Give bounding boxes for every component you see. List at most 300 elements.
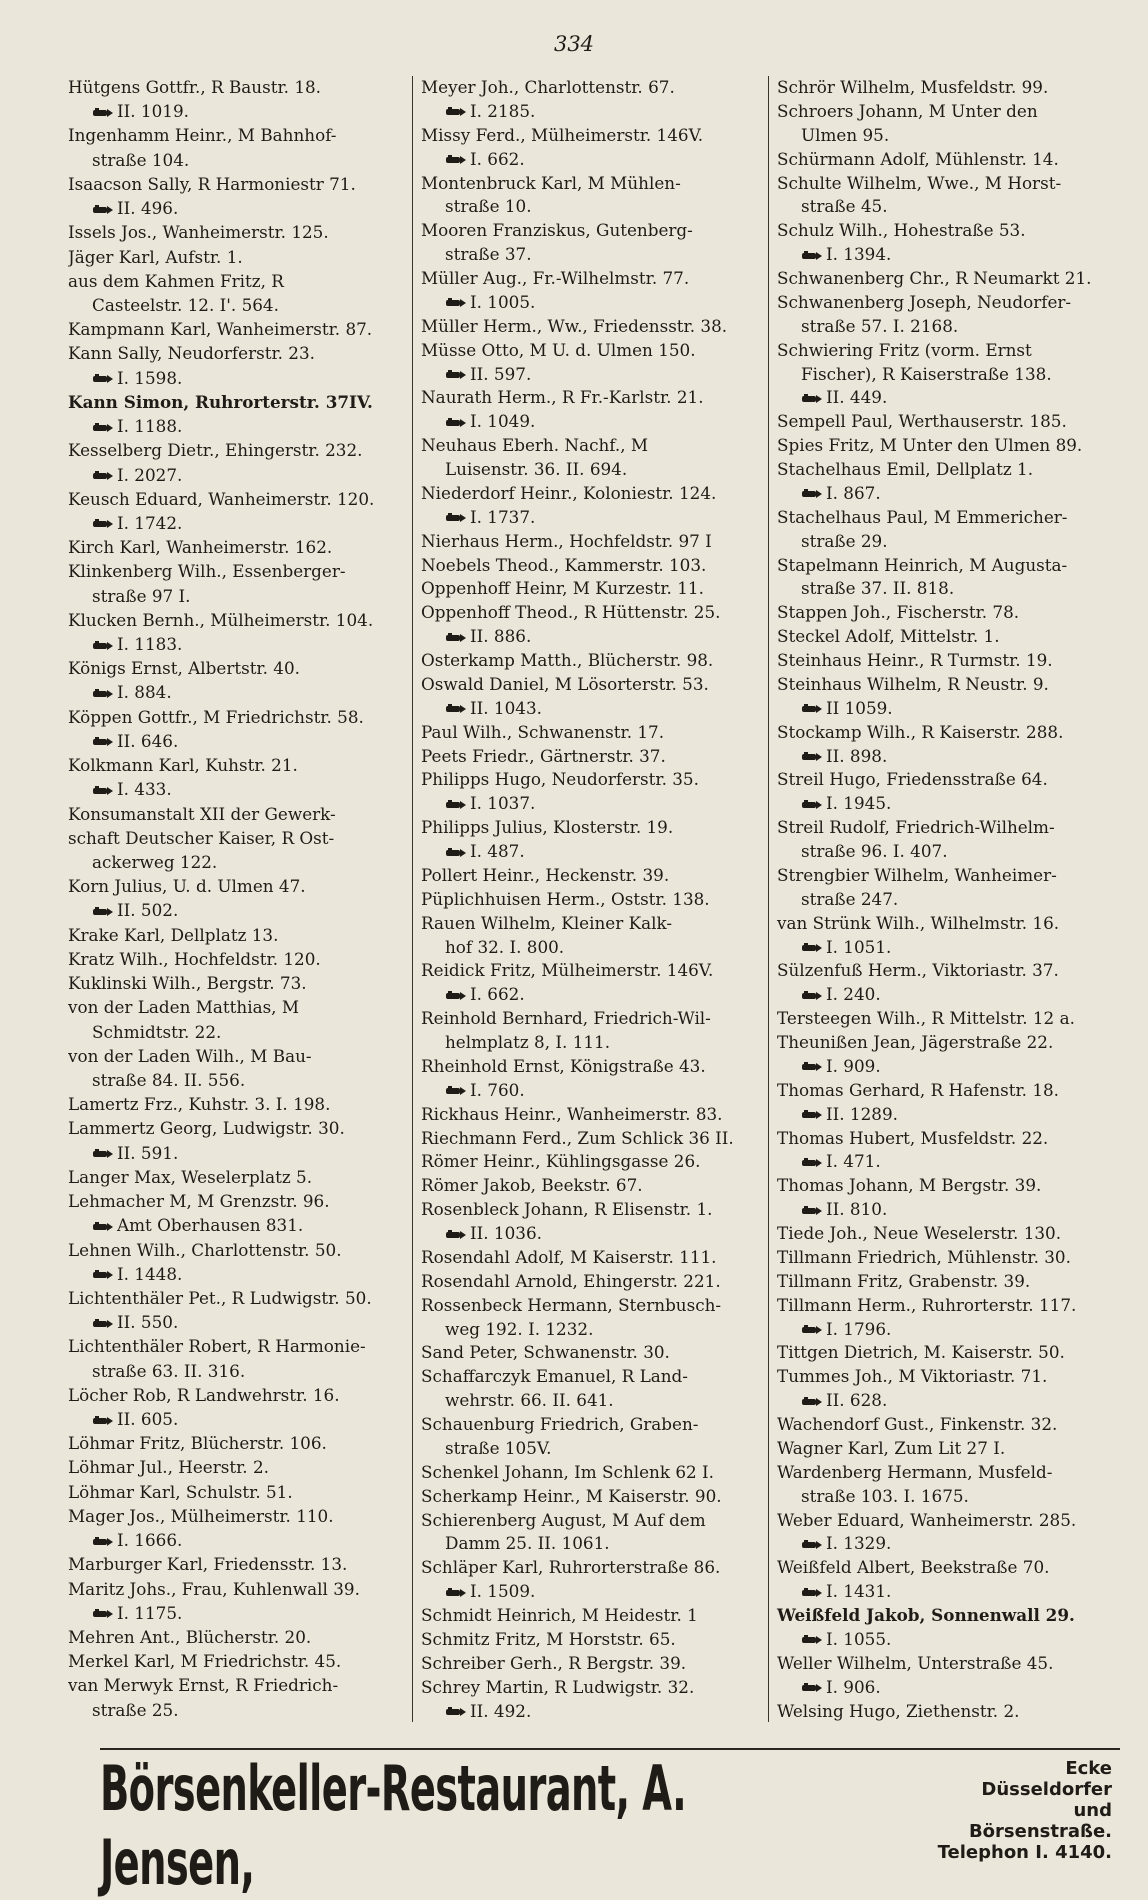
directory-entry-line — [777, 315, 1117, 337]
directory-entry-line — [777, 1556, 1117, 1578]
directory-entry-text: Müller Aug., Fr.-Wilhelmstr. 77. — [421, 268, 690, 288]
page-number: 334 — [553, 32, 595, 56]
directory-entry-line — [777, 1509, 1117, 1531]
directory-entry-line — [421, 243, 762, 265]
directory-entry-line — [68, 536, 406, 558]
telephone-hand-icon — [445, 703, 467, 715]
directory-entry-line — [68, 173, 406, 195]
telephone-hand-icon — [445, 512, 467, 524]
directory-entry-text: II. 1043. — [470, 697, 542, 718]
directory-entry-text: I. 1598. — [117, 367, 183, 388]
directory-entry-line — [777, 124, 1117, 146]
directory-entry-line — [421, 1198, 762, 1220]
directory-entry-text: van Merwyk Ernst, R Friedrich- — [68, 1675, 339, 1696]
directory-entry-line — [421, 291, 762, 313]
telephone-hand-icon — [445, 799, 467, 811]
directory-entry-text: Nierhaus Herm., Hochfeldstr. 97 I — [421, 530, 712, 551]
telephone-hand-icon — [92, 373, 114, 385]
directory-entry-line — [421, 1389, 762, 1411]
telephone-hand-icon — [92, 470, 114, 482]
telephone-hand-icon — [801, 1157, 823, 1169]
directory-entry-text: Schulz Wilh., Hohestraße 53. — [777, 220, 1026, 241]
directory-entry-text: Rosenbleck Johann, R Elisenstr. 1. — [421, 1199, 713, 1220]
directory-entry-line — [68, 464, 406, 486]
directory-entry-line — [777, 506, 1117, 528]
directory-entry-line — [68, 1578, 406, 1600]
directory-entry-text: Meyer Joh., Charlottenstr. 67. — [421, 77, 675, 97]
directory-entry-text: Rosendahl Arnold, Ehingerstr. 221. — [421, 1270, 721, 1291]
directory-entry-line — [777, 1222, 1117, 1244]
directory-entry-text: I. 2027. — [117, 464, 183, 485]
directory-entry-line — [777, 1365, 1117, 1387]
directory-entry-text: II. 496. — [117, 198, 179, 219]
directory-entry-text: II. 1036. — [470, 1223, 542, 1243]
directory-entry-text: I. 884. — [117, 682, 172, 703]
directory-entry-line — [68, 754, 406, 776]
directory-entry-line — [68, 996, 406, 1018]
telephone-hand-icon — [92, 688, 114, 700]
directory-entry-line — [777, 219, 1117, 241]
directory-entry-line — [68, 1239, 406, 1261]
directory-entry-text: I. 1005. — [470, 291, 536, 312]
telephone-hand-icon — [92, 785, 114, 797]
directory-entry-line — [68, 367, 406, 389]
directory-entry-text: Kesselberg Dietr., Ehingerstr. 232. — [68, 440, 363, 461]
directory-entry-text: Lehmacher M, M Grenzstr. 96. — [68, 1191, 330, 1212]
directory-entry-text: Naurath Herm., R Fr.-Karlstr. 21. — [421, 387, 704, 408]
telephone-hand-icon — [92, 422, 114, 434]
directory-entry-text: Jäger Karl, Aufstr. 1. — [68, 246, 243, 267]
directory-entry-line — [68, 560, 406, 582]
directory-entry-text: Philipps Hugo, Neudorferstr. 35. — [421, 769, 699, 790]
directory-entry-text: I. 867. — [826, 482, 881, 503]
advertisement-banner — [100, 1748, 1120, 1899]
directory-entry-line — [777, 291, 1117, 313]
directory-entry-text: weg 192. I. 1232. — [445, 1318, 594, 1339]
directory-entry-text: Weller Wilhelm, Unterstraße 45. — [777, 1652, 1054, 1673]
directory-entry-line — [777, 864, 1117, 886]
directory-entry-text: II. 810. — [826, 1199, 888, 1220]
directory-entry-text: Tiede Joh., Neue Weselerstr. 130. — [777, 1223, 1062, 1243]
directory-entry-line — [777, 625, 1117, 647]
telephone-hand-icon — [92, 736, 114, 748]
directory-entry-line — [421, 1437, 762, 1459]
directory-entry-text: Hütgens Gottfr., R Baustr. 18. — [68, 77, 322, 97]
directory-entry-text: Reidick Fritz, Mülheimerstr. 146V. — [421, 960, 714, 981]
directory-entry-line — [421, 1676, 762, 1698]
directory-entry-line — [68, 1674, 406, 1696]
telephone-hand-icon — [445, 1587, 467, 1599]
directory-entry-line — [68, 1602, 406, 1624]
directory-entry-line — [777, 100, 1117, 122]
directory-entry-line — [68, 1335, 406, 1357]
directory-entry-text: Maritz Johs., Frau, Kuhlenwall 39. — [68, 1578, 360, 1599]
directory-entry-line — [421, 267, 762, 289]
directory-entry-line — [777, 1700, 1117, 1722]
directory-entry-text: I. 662. — [470, 148, 525, 169]
directory-entry-text: Mehren Ant., Blücherstr. 20. — [68, 1627, 312, 1647]
directory-entry-text: wehrstr. 66. II. 641. — [445, 1390, 614, 1411]
directory-entry-text: van Strünk Wilh., Wilhelmstr. 16. — [777, 912, 1060, 933]
directory-entry-text: Schürmann Adolf, Mühlenstr. 14. — [777, 148, 1059, 169]
directory-entry-line — [777, 1103, 1117, 1125]
advertisement-line-1: Ecke Düsseldorfer — [981, 1758, 1112, 1800]
directory-entry-text: I. 1448. — [117, 1263, 183, 1284]
directory-entry-text: Wardenberg Hermann, Musfeld- — [777, 1461, 1053, 1482]
directory-entry-text: Löhmar Fritz, Blücherstr. 106. — [68, 1433, 327, 1454]
telephone-hand-icon — [801, 1061, 823, 1073]
telephone-hand-icon — [445, 297, 467, 309]
directory-entry-text: I. 1666. — [117, 1530, 183, 1551]
directory-entry-line — [68, 415, 406, 437]
directory-entry-line — [421, 745, 762, 767]
directory-entry-text: I. 1742. — [117, 512, 183, 533]
telephone-hand-icon — [801, 1109, 823, 1121]
directory-entry-text: Thomas Gerhard, R Hafenstr. 18. — [777, 1079, 1060, 1100]
directory-entry-text: II. 591. — [117, 1142, 179, 1163]
directory-entry-text: Löhmar Jul., Heerstr. 2. — [68, 1457, 269, 1478]
directory-entry-text: Strengbier Wilhelm, Wanheimer- — [777, 864, 1057, 885]
telephone-hand-icon — [445, 417, 467, 429]
directory-entry-line — [68, 1117, 406, 1139]
directory-entry-text: Weißfeld Albert, Beekstraße 70. — [777, 1557, 1050, 1578]
directory-entry-line — [68, 633, 406, 655]
directory-entry-line — [68, 342, 406, 364]
directory-entry-line — [777, 339, 1117, 361]
directory-entry-line — [421, 1103, 762, 1125]
directory-entry-line — [421, 148, 762, 170]
directory-entry-text: Rauen Wilhelm, Kleiner Kalk- — [421, 912, 673, 933]
directory-entry-line — [777, 1246, 1117, 1268]
directory-entry-text: schaft Deutscher Kaiser, R Ost- — [68, 827, 335, 848]
directory-entry-line — [421, 100, 762, 122]
directory-entry-line — [777, 458, 1117, 480]
directory-entry-line — [68, 197, 406, 219]
directory-entry-line — [421, 506, 762, 528]
directory-entry-line — [68, 875, 406, 897]
directory-entry-text: Schreiber Gerh., R Bergstr. 39. — [421, 1652, 687, 1673]
directory-entry-line — [68, 1214, 406, 1236]
directory-entry-text: Lichtenthäler Robert, R Harmonie- — [68, 1336, 366, 1357]
telephone-hand-icon — [445, 369, 467, 381]
directory-entry-line — [68, 1360, 406, 1382]
directory-entry-line — [68, 609, 406, 631]
directory-entry-text: Krake Karl, Dellplatz 13. — [68, 924, 279, 945]
directory-entry-line — [777, 936, 1117, 958]
telephone-hand-icon — [92, 1318, 114, 1330]
telephone-hand-icon — [92, 1415, 114, 1427]
directory-entry-text: Isaacson Sally, R Harmoniestr 71. — [68, 173, 356, 194]
directory-entry-line — [421, 1222, 762, 1244]
directory-entry-text: Tummes Joh., M Viktoriastr. 71. — [777, 1366, 1048, 1387]
directory-entry-text: Stockamp Wilh., R Kaiserstr. 288. — [777, 721, 1064, 742]
directory-entry-text: Fischer), R Kaiserstraße 138. — [801, 363, 1052, 384]
directory-entry-text: Langer Max, Weselerplatz 5. — [68, 1166, 313, 1187]
advertisement-address — [932, 1758, 1112, 1863]
directory-entry-line — [777, 482, 1117, 504]
directory-entry-line — [421, 983, 762, 1005]
directory-entry-line — [421, 792, 762, 814]
directory-entry-text: I. 1183. — [117, 634, 183, 655]
directory-entry-line — [421, 482, 762, 504]
directory-entry-text: Niederdorf Heinr., Koloniestr. 124. — [421, 482, 717, 503]
directory-entry-line — [68, 924, 406, 946]
directory-entry-line — [68, 1045, 406, 1067]
directory-entry-line — [777, 745, 1117, 767]
directory-entry-text: Schwiering Fritz (vorm. Ernst — [777, 339, 1032, 360]
directory-entry-text: Philipps Julius, Klosterstr. 19. — [421, 817, 674, 838]
directory-entry-text: Mager Jos., Mülheimerstr. 110. — [68, 1505, 334, 1526]
directory-entry-text: I. 1431. — [826, 1581, 892, 1602]
directory-entry-text: Schierenberg August, M Auf dem — [421, 1509, 706, 1530]
directory-entry-line — [421, 76, 762, 98]
directory-entry-line — [777, 1413, 1117, 1435]
directory-entry-text: Weber Eduard, Wanheimerstr. 285. — [777, 1509, 1077, 1530]
directory-entry-line — [421, 434, 762, 456]
telephone-hand-icon — [445, 1085, 467, 1097]
directory-entry-text: von der Laden Wilh., M Bau- — [68, 1045, 312, 1066]
directory-entry-line — [68, 657, 406, 679]
directory-entry-text: Schaffarczyk Emanuel, R Land- — [421, 1366, 688, 1387]
telephone-hand-icon — [801, 1634, 823, 1646]
directory-entry-text: straße 37. II. 818. — [801, 578, 955, 599]
directory-entry-text: II. 597. — [470, 363, 532, 384]
directory-entry-text: I. 760. — [470, 1079, 525, 1100]
directory-entry-line — [68, 1553, 406, 1575]
directory-entry-line — [68, 1069, 406, 1091]
directory-entry-line — [68, 851, 406, 873]
directory-entry-text: Theunißen Jean, Jägerstraße 22. — [777, 1032, 1054, 1052]
directory-entry-line — [777, 554, 1117, 576]
directory-entry-text: II. 898. — [826, 745, 888, 766]
directory-entry-text: I. 1188. — [117, 416, 183, 437]
directory-entry-line — [421, 1294, 762, 1316]
telephone-hand-icon — [445, 106, 467, 118]
directory-entry-text: Tillmann Friedrich, Mühlenstr. 30. — [777, 1246, 1071, 1267]
directory-entry-text: II. 646. — [117, 730, 179, 751]
directory-entry-text: Stappen Joh., Fischerstr. 78. — [777, 602, 1020, 623]
directory-entry-line — [68, 221, 406, 243]
directory-entry-text: Spies Fritz, M Unter den Ulmen 89. — [777, 435, 1083, 456]
directory-entry-line — [777, 1485, 1117, 1507]
directory-entry-line — [777, 721, 1117, 743]
directory-entry-text: I. 909. — [826, 1055, 881, 1076]
directory-entry-line — [68, 294, 406, 316]
telephone-hand-icon — [92, 906, 114, 918]
directory-entry-line — [777, 363, 1117, 385]
directory-entry-line — [421, 219, 762, 241]
directory-entry-line — [68, 1505, 406, 1527]
directory-entry-line — [68, 512, 406, 534]
directory-entry-text: Korn Julius, U. d. Ulmen 47. — [68, 876, 306, 897]
directory-entry-line — [421, 386, 762, 408]
directory-entry-text: Thomas Hubert, Musfeldstr. 22. — [777, 1127, 1049, 1148]
directory-entry-text: Merkel Karl, M Friedrichstr. 45. — [68, 1651, 342, 1672]
directory-entry-text: straße 29. — [801, 530, 888, 551]
directory-entry-line — [68, 1529, 406, 1551]
directory-entry-line — [777, 1676, 1117, 1698]
directory-entry-text: Schwanenberg Joseph, Neudorfer- — [777, 291, 1072, 312]
directory-entry-line — [777, 1174, 1117, 1196]
directory-entry-line — [777, 172, 1117, 194]
directory-entry-text: Schläper Karl, Ruhrorterstraße 86. — [421, 1557, 721, 1578]
telephone-hand-icon — [801, 1539, 823, 1551]
directory-entry-text: Marburger Karl, Friedensstr. 13. — [68, 1554, 348, 1575]
directory-entry-text: Wagner Karl, Zum Lit 27 I. — [777, 1437, 1006, 1458]
directory-entry-text: Luisenstr. 36. II. 694. — [445, 459, 628, 479]
directory-entry-line — [421, 1127, 762, 1149]
telephone-hand-icon — [92, 204, 114, 216]
directory-entry-text: Klucken Bernh., Mülheimerstr. 104. — [68, 609, 374, 630]
directory-entry-line — [421, 1031, 762, 1053]
directory-entry-line — [421, 1174, 762, 1196]
directory-entry-line — [421, 673, 762, 695]
directory-entry-line — [68, 318, 406, 340]
directory-entry-text: Thomas Johann, M Bergstr. 39. — [777, 1175, 1042, 1196]
directory-entry-text: Schwanenberg Chr., R Neumarkt 21. — [777, 268, 1092, 288]
directory-entry-text: Steinhaus Wilhelm, R Neustr. 9. — [777, 673, 1049, 694]
directory-entry-line — [421, 1628, 762, 1650]
directory-entry-line — [68, 585, 406, 607]
telephone-hand-icon — [801, 1324, 823, 1336]
advertisement-line-3: Telephon I. 4140. — [937, 1842, 1112, 1863]
directory-entry-text: I. 1394. — [826, 244, 892, 265]
directory-entry-text: II. 492. — [470, 1700, 532, 1721]
directory-entry-text: straße 104. — [92, 149, 190, 170]
directory-entry-line — [68, 100, 406, 122]
directory-entry-line — [777, 1628, 1117, 1650]
directory-entry-text: II. 886. — [470, 626, 532, 647]
directory-entry-text: Scherkamp Heinr., M Kaiserstr. 90. — [421, 1485, 722, 1506]
directory-column-1 — [68, 76, 412, 1722]
directory-entry-text: II. 1289. — [826, 1103, 898, 1124]
directory-entry-line — [777, 148, 1117, 170]
telephone-hand-icon — [801, 990, 823, 1002]
directory-entry-text: straße 96. I. 407. — [801, 841, 948, 861]
directory-entry-text: Kann Sally, Neudorferstr. 23. — [68, 343, 315, 364]
directory-entry-line — [421, 1055, 762, 1077]
directory-entry-line — [421, 554, 762, 576]
directory-entry-line — [777, 530, 1117, 552]
directory-entry-line — [777, 1604, 1117, 1626]
advertisement-line-2: und Börsenstraße. — [968, 1800, 1112, 1842]
directory-entry-text: I. 1055. — [826, 1628, 892, 1649]
directory-entry-text: Oppenhoff Theod., R Hüttenstr. 25. — [421, 602, 721, 623]
directory-entry-text: Kampmann Karl, Wanheimerstr. 87. — [68, 319, 373, 340]
directory-entry-line — [777, 434, 1117, 456]
directory-entry-text: II. 1019. — [117, 101, 189, 122]
directory-entry-text: Streil Rudolf, Friedrich-Wilhelm- — [777, 817, 1055, 838]
directory-entry-text: Püplichhuisen Herm., Oststr. 138. — [421, 888, 710, 909]
telephone-hand-icon — [801, 488, 823, 500]
directory-entry-text: II. 605. — [117, 1409, 179, 1430]
directory-column-2 — [412, 76, 768, 1722]
directory-entry-text: Rickhaus Heinr., Wanheimerstr. 83. — [421, 1103, 723, 1124]
directory-entry-line — [421, 625, 762, 647]
directory-entry-text: Schrey Martin, R Ludwigstr. 32. — [421, 1676, 695, 1697]
directory-entry-text: Tillmann Fritz, Grabenstr. 39. — [777, 1270, 1031, 1291]
directory-entry-line — [68, 803, 406, 825]
directory-entry-line — [421, 601, 762, 623]
directory-entry-text: I. 1329. — [826, 1533, 892, 1554]
directory-entry-text: Rosendahl Adolf, M Kaiserstr. 111. — [421, 1246, 717, 1267]
directory-entry-text: Schroers Johann, M Unter den — [777, 100, 1038, 121]
directory-entry-text: Löhmar Karl, Schulstr. 51. — [68, 1481, 293, 1502]
directory-entry-line — [777, 1150, 1117, 1172]
directory-entry-text: Rossenbeck Hermann, Sternbusch- — [421, 1294, 722, 1315]
directory-entry-line — [68, 270, 406, 292]
directory-entry-text: helmplatz 8, I. 111. — [445, 1032, 611, 1052]
directory-entry-text: Lehnen Wilh., Charlottenstr. 50. — [68, 1239, 342, 1260]
telephone-hand-icon — [801, 1682, 823, 1694]
directory-entry-text: Streil Hugo, Friedensstraße 64. — [777, 769, 1048, 790]
directory-entry-text: Köppen Gottfr., M Friedrichstr. 58. — [68, 706, 364, 727]
directory-entry-line — [68, 1626, 406, 1648]
directory-entry-text: Tittgen Dietrich, M. Kaiserstr. 50. — [777, 1342, 1065, 1363]
directory-entry-line — [68, 149, 406, 171]
directory-entry-line — [68, 1142, 406, 1164]
directory-entry-line — [777, 816, 1117, 838]
directory-entry-text: Reinhold Bernhard, Friedrich-Wil- — [421, 1008, 711, 1029]
directory-entry-line — [777, 195, 1117, 217]
directory-entry-text: I. 1509. — [470, 1581, 536, 1602]
directory-entry-text: Montenbruck Karl, M Mühlen- — [421, 172, 681, 193]
directory-entry-text: ackerweg 122. — [92, 852, 218, 872]
directory-entry-text: Schauenburg Friedrich, Graben- — [421, 1414, 699, 1434]
telephone-hand-icon — [92, 107, 114, 119]
directory-entry-line — [421, 1485, 762, 1507]
directory-entry-line — [421, 697, 762, 719]
directory-entry-line — [421, 1461, 762, 1483]
directory-entry-text: Damm 25. II. 1061. — [445, 1533, 610, 1554]
directory-entry-line — [777, 983, 1117, 1005]
directory-entry-text: straße 10. — [445, 196, 532, 217]
directory-entry-text: Tersteegen Wilh., R Mittelstr. 12 a. — [777, 1008, 1075, 1029]
directory-entry-line — [421, 172, 762, 194]
directory-entry-text: II. 550. — [117, 1312, 179, 1333]
directory-entry-text: Neuhaus Eberh. Nachf., M — [421, 435, 649, 456]
directory-entry-text: straße 247. — [801, 888, 899, 909]
directory-entry-text: Schmitz Fritz, M Horststr. 65. — [421, 1628, 676, 1649]
directory-entry-text: Tillmann Herm., Ruhrorterstr. 117. — [777, 1294, 1077, 1315]
directory-entry-line — [421, 530, 762, 552]
directory-entry-line — [777, 792, 1117, 814]
directory-entry-line — [777, 1127, 1117, 1149]
directory-entry-line — [68, 1190, 406, 1212]
directory-entry-text: II. 502. — [117, 900, 179, 921]
directory-entry-text: Schulte Wilhelm, Wwe., M Horst- — [777, 172, 1062, 193]
directory-entry-line — [777, 1294, 1117, 1316]
directory-entry-line — [777, 601, 1117, 623]
directory-entry-text: Königs Ernst, Albertstr. 40. — [68, 658, 300, 679]
directory-entry-line — [68, 1311, 406, 1333]
directory-entry-line — [777, 577, 1117, 599]
directory-entry-text: straße 105V. — [445, 1437, 552, 1458]
telephone-hand-icon — [445, 1229, 467, 1241]
directory-entry-line — [777, 386, 1117, 408]
directory-entry-line — [777, 76, 1117, 98]
directory-entry-text: I. 1796. — [826, 1318, 892, 1339]
directory-entry-line — [68, 1456, 406, 1478]
directory-entry-text: I. 1049. — [470, 411, 536, 432]
directory-entry-text: Oppenhoff Heinr, M Kurzestr. 11. — [421, 578, 704, 599]
advertisement-title: Börsenkeller-Restaurant, A. Jensen, — [100, 1752, 687, 1899]
directory-entry-text: I. 1737. — [470, 506, 536, 527]
telephone-hand-icon — [92, 1269, 114, 1281]
telephone-hand-icon — [92, 518, 114, 530]
directory-entry-text: Paul Wilh., Schwanenstr. 17. — [421, 721, 665, 742]
directory-entry-text: Schrör Wilhelm, Musfeldstr. 99. — [777, 77, 1049, 97]
